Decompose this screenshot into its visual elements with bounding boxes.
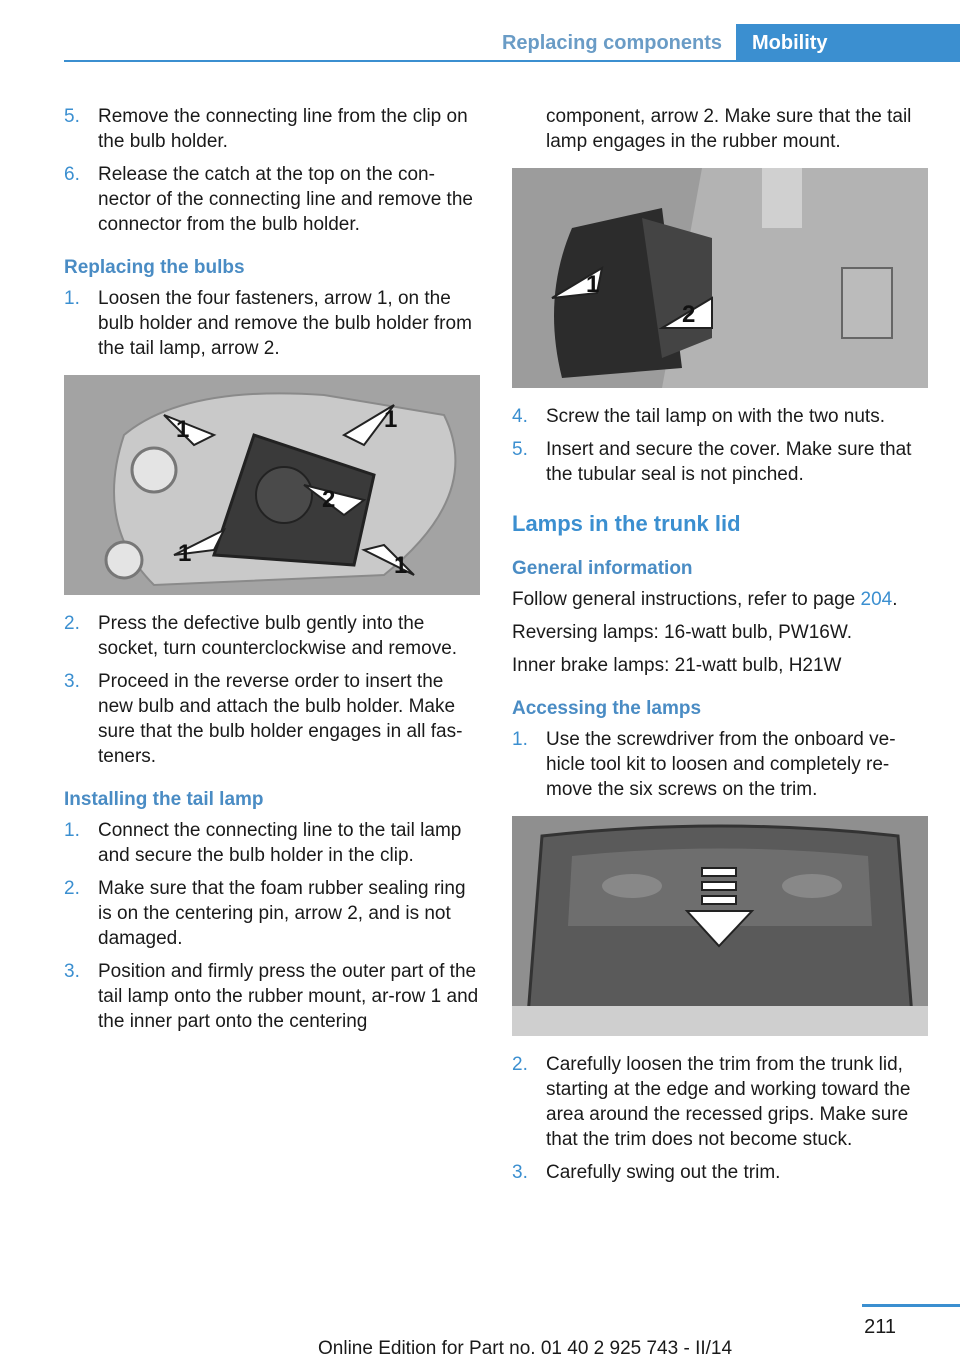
- step-number: 2.: [64, 613, 80, 634]
- step-text: Connect the connecting line to the tail lamp and secure the bulb holder in the clip.: [98, 820, 462, 866]
- step-text: Loosen the four fasteners, arrow 1, on the bulb holder and remove the bulb holder from the tail lamp, arrow 2.: [98, 288, 472, 359]
- step-3: [64, 669, 482, 769]
- reversing-lamps: Reversing lamps: 16-watt bulb, PW16W.: [512, 622, 853, 643]
- heading-installing-tail-lamp: Installing the tail lamp: [64, 789, 264, 810]
- heading-lamps-trunk-lid: Lamps in the trunk lid: [512, 511, 741, 536]
- figure-label: 1: [178, 540, 192, 567]
- step-2: [512, 1052, 930, 1152]
- step-number: 1.: [64, 288, 80, 309]
- step-number: 6.: [64, 164, 80, 185]
- step-text: Proceed in the reverse order to insert the new bulb and attach the bulb holder. Make sure that the bulb holder engages in all fas‐teners.: [98, 671, 463, 767]
- general-instructions: [512, 587, 930, 612]
- step-1: [64, 286, 482, 361]
- page-reference-link[interactable]: 204: [860, 589, 893, 610]
- right-column: [512, 104, 930, 1193]
- step-number: 5.: [64, 106, 80, 127]
- heading-replacing-bulbs: Replacing the bulbs: [64, 257, 245, 278]
- step-number: 3.: [64, 671, 80, 692]
- tail-lamp-figure: [512, 168, 928, 388]
- step-5: [512, 437, 930, 487]
- figure-label: 1: [176, 416, 190, 443]
- general-suffix: .: [892, 589, 898, 610]
- step-6: [64, 162, 482, 237]
- step-2: [64, 876, 482, 951]
- step-4: [512, 404, 930, 429]
- footer-rule: [862, 1304, 960, 1307]
- step-text: Insert and secure the cover. Make sure that the tubular seal is not pinched.: [546, 439, 912, 485]
- heading-accessing-lamps: Accessing the lamps: [512, 698, 702, 719]
- step-text: Screw the tail lamp on with the two nuts.: [546, 406, 885, 427]
- step-number: 3.: [512, 1162, 528, 1183]
- step-3: [512, 1160, 930, 1185]
- general-text: Follow general instructions, refer to page: [512, 589, 861, 610]
- step-text: Remove the connecting line from the clip on the bulb holder.: [98, 106, 468, 152]
- bulb-holder-figure: [64, 375, 480, 595]
- step-2: [64, 611, 482, 661]
- step-number: 5.: [512, 439, 528, 460]
- heading-general-information: General information: [512, 558, 693, 579]
- step-number: 2.: [512, 1054, 528, 1075]
- figure-label: 2: [682, 301, 696, 328]
- step-text: Press the defective bulb gently into the socket, turn counterclockwise and remove.: [98, 613, 458, 659]
- step-text: Release the catch at the top on the con‐nector of the connecting line and remove the connector from the bulb holder.: [98, 164, 473, 235]
- page-number: 211: [864, 1316, 896, 1338]
- step-text: Carefully loosen the trim from the trunk lid, starting at the edge and working toward the area around the recessed grips. Make sure that the trim does not become stuck.: [546, 1054, 911, 1150]
- step-text: Carefully swing out the trim.: [546, 1162, 781, 1183]
- figure-label: 1: [384, 406, 398, 433]
- step-5: [64, 104, 482, 154]
- step-text: component, arrow 2. Make sure that the tail lamp engages in the rubber mount.: [546, 106, 912, 152]
- step-text: Position and firmly press the outer part of the tail lamp onto the rubber mount, ar‐row 1 and the inner part onto the centering: [98, 961, 479, 1032]
- inner-brake-lamps: Inner brake lamps: 21-watt bulb, H21W: [512, 655, 842, 676]
- header-rule: [64, 60, 960, 62]
- step-number: 4.: [512, 406, 528, 427]
- step-1: [64, 818, 482, 868]
- step-1: [512, 727, 930, 802]
- trunk-lid-figure: [512, 816, 928, 1036]
- step-text: Use the screwdriver from the onboard ve‐hicle tool kit to loosen and completely re‐move the six screws on the trim.: [546, 729, 896, 800]
- left-column: [64, 104, 482, 1042]
- step-text: Make sure that the foam rubber sealing ring is on the centering pin, arrow 2, and is not damaged.: [98, 878, 466, 949]
- figure-label: 1: [394, 552, 408, 579]
- step-number: 1.: [512, 729, 528, 750]
- header-section-title: Replacing components: [501, 32, 722, 54]
- step-number: 2.: [64, 878, 80, 899]
- figure-label: 1: [586, 271, 600, 298]
- step-number: 3.: [64, 961, 80, 982]
- step-3-continued: [512, 104, 930, 154]
- footer-edition: Online Edition for Part no. 01 40 2 925 743 - II/14: [318, 1338, 733, 1359]
- header-chapter-tab: Mobility: [736, 24, 960, 62]
- step-number: 1.: [64, 820, 80, 841]
- figure-label: 2: [322, 486, 336, 513]
- step-3: [64, 959, 482, 1034]
